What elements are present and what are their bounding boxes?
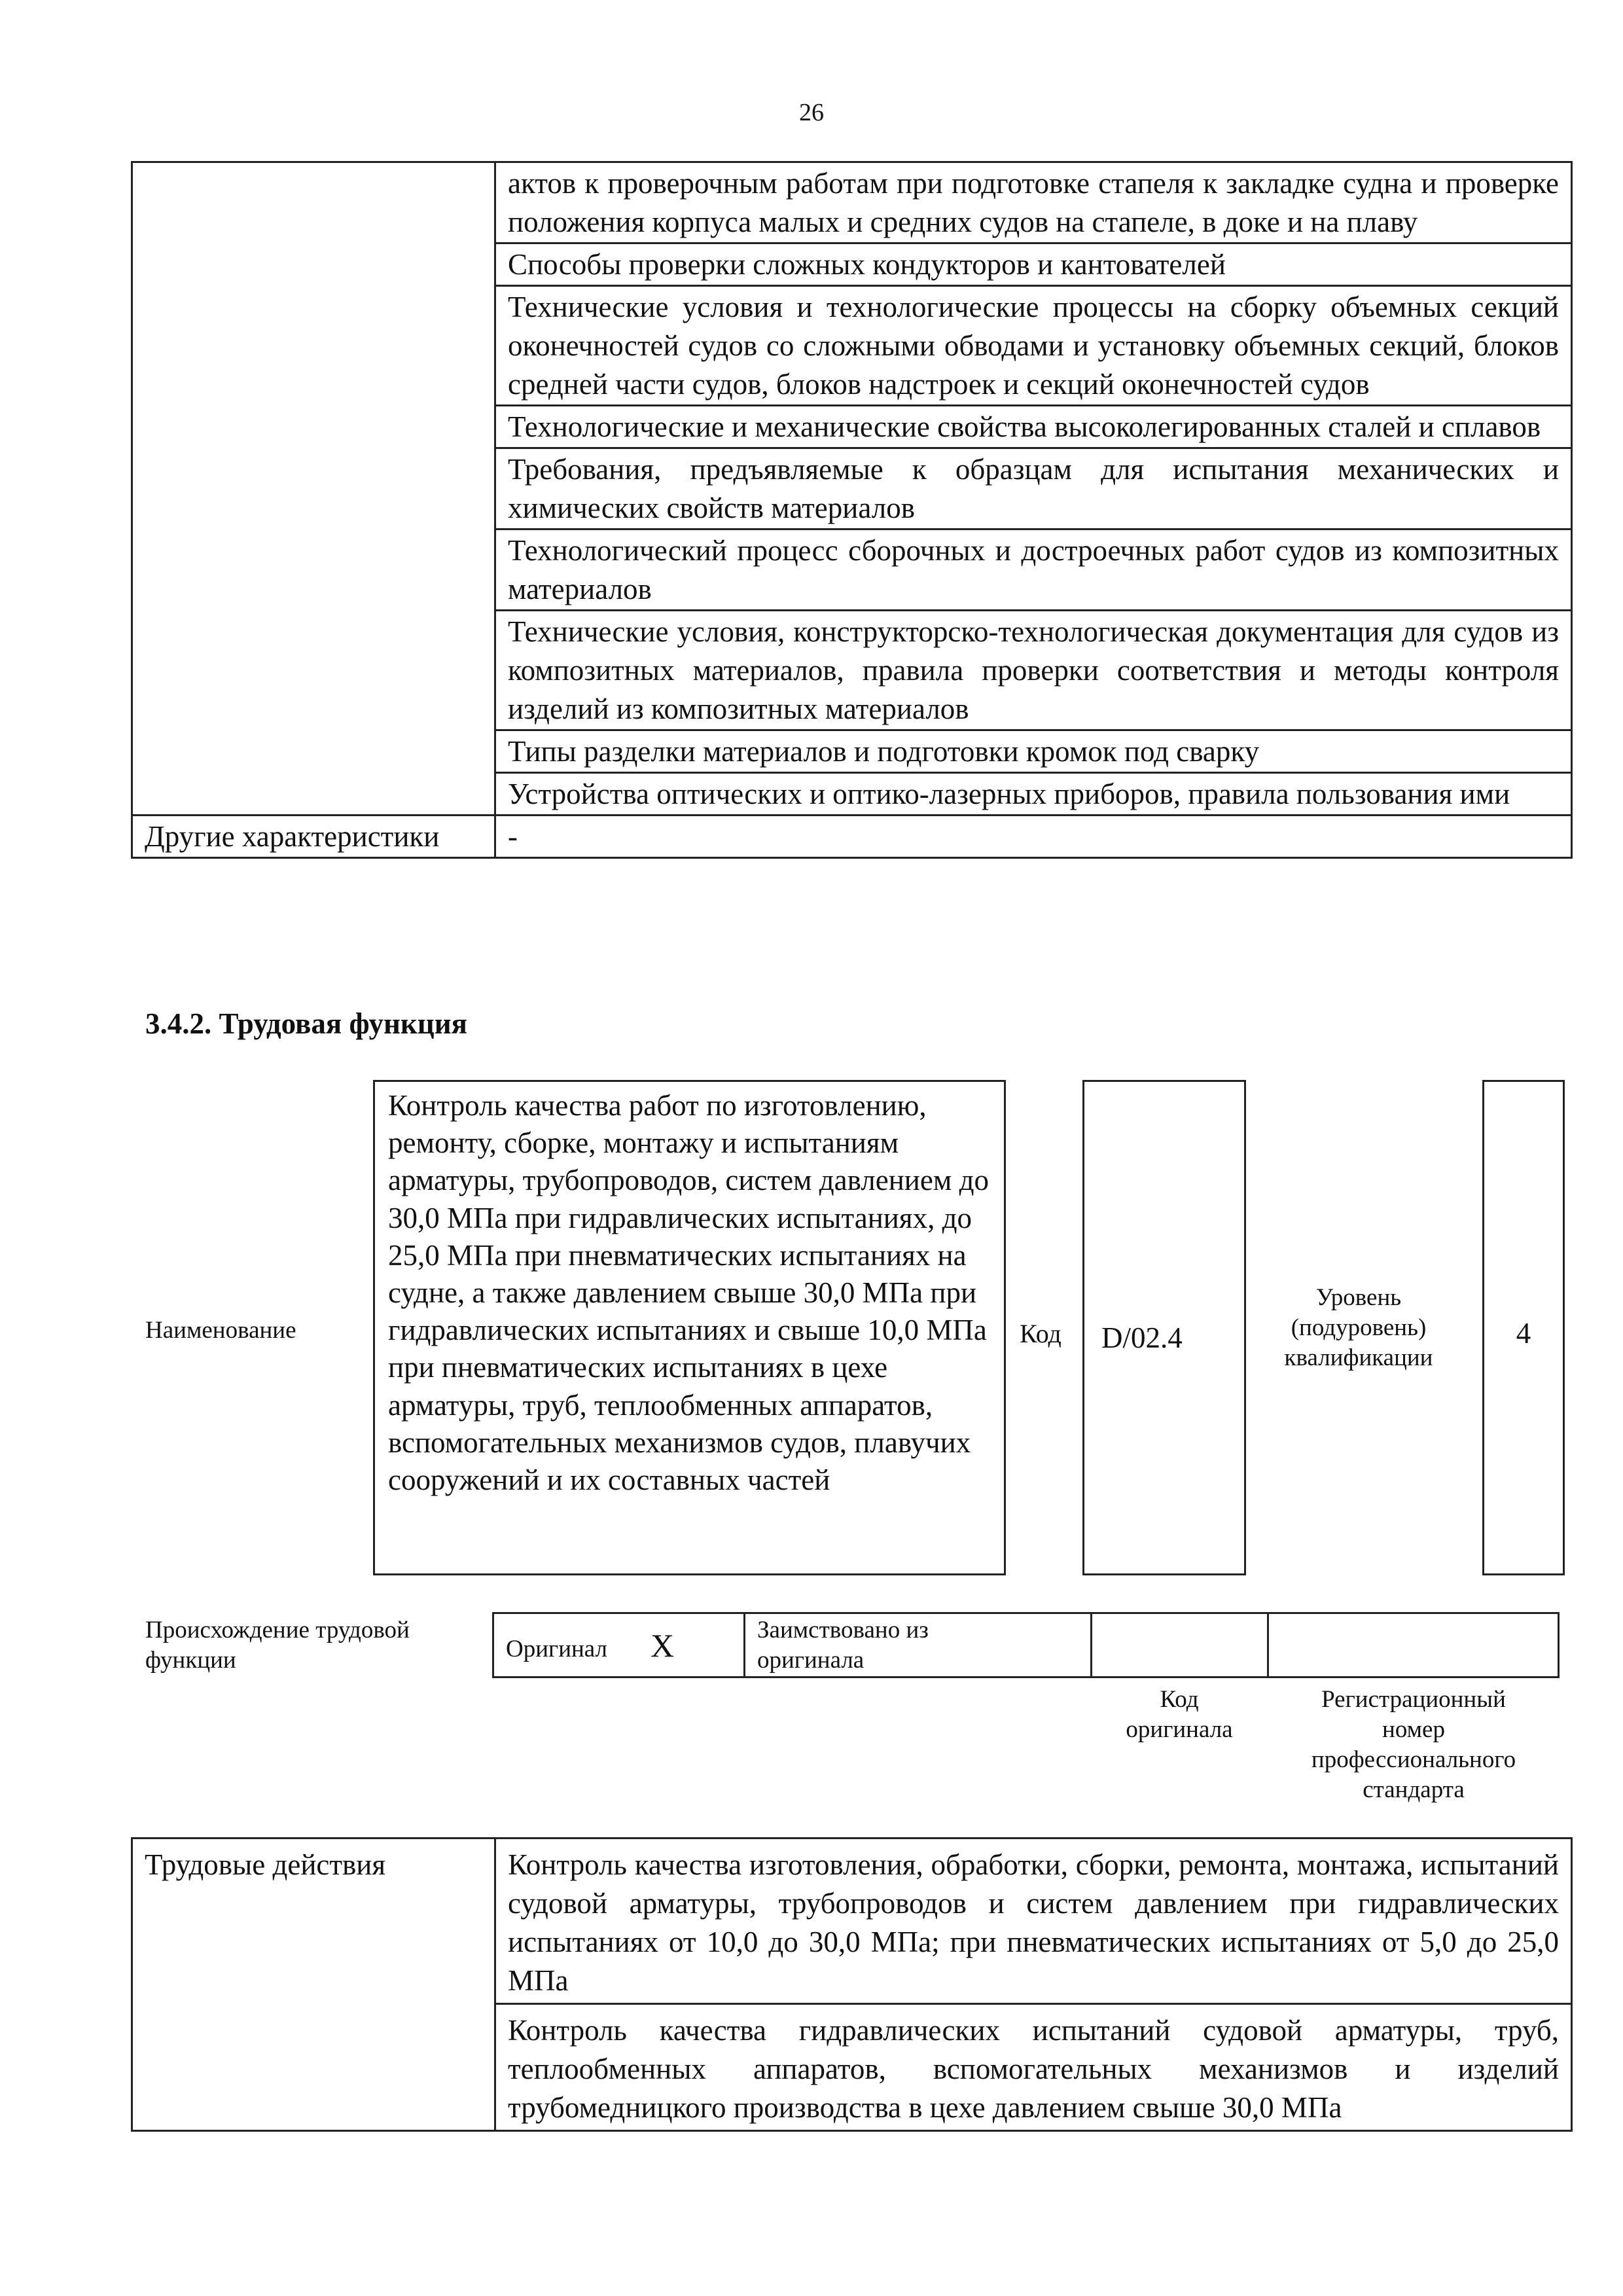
original-label: Оригинал [506, 1635, 608, 1662]
original-mark: X [651, 1626, 675, 1664]
level-label-line: квалификации [1284, 1344, 1433, 1371]
original-code-caption [1090, 1685, 1268, 1745]
labor-action-item: Контроль качества гидравлических испытаний судовой арматуры, труб, теплообменных аппаратов, вспомогательных механизмов и изделий трубомедницкого производства в цехе давлением свыше 30,0 МПа [495, 2004, 1572, 2131]
page-number: 26 [799, 99, 824, 126]
knowledge-item: Требования, предъявляемые к образцам для испытания механических и химических свойств материалов [495, 448, 1572, 529]
table-row [132, 1839, 1572, 2004]
qualification-level-box [1482, 1080, 1565, 1575]
borrowed-cell [745, 1613, 1092, 1677]
knowledge-table [131, 161, 1573, 859]
level-label-line: Уровень [1315, 1284, 1402, 1311]
borrowed-label-line: Заимствовано из [757, 1616, 929, 1643]
name-label: Наименование [145, 1317, 296, 1344]
code-value: D/02.4 [1101, 1321, 1183, 1354]
level-label-line: (подуровень) [1291, 1314, 1427, 1341]
knowledge-item: Технические условия и технологические процессы на сборку объемных секций оконечностей судов со сложными обводами и установку объемных секций, блоков средней части судов, блоков надстроек и секций оконечностей судов [495, 286, 1572, 406]
qualification-level-value: 4 [1516, 1317, 1531, 1350]
caption-line: оригинала [1126, 1716, 1233, 1743]
code-box [1082, 1080, 1246, 1575]
knowledge-item: Технические условия, конструкторско-технологическая документация для судов из композитных материалов, правила проверки соответствия и методы контроля изделий из композитных материалов [495, 611, 1572, 730]
qualification-level-label [1247, 1283, 1470, 1373]
knowledge-item: Технологический процесс сборочных и достроечных работ судов из композитных материалов [495, 529, 1572, 611]
original-cell [493, 1613, 745, 1677]
caption-line: Регистрационный [1321, 1686, 1506, 1713]
original-code-cell [1092, 1613, 1268, 1677]
knowledge-label-cell [132, 162, 495, 816]
knowledge-item: Типы разделки материалов и подготовки кромок под сварку [495, 730, 1572, 773]
knowledge-item: Способы проверки сложных кондукторов и кантователей [495, 243, 1572, 286]
caption-line: номер [1382, 1716, 1445, 1743]
table-row [132, 816, 1572, 858]
borrowed-label-line: оригинала [757, 1646, 865, 1674]
other-characteristics-label: Другие характеристики [132, 816, 495, 858]
origin-table [492, 1612, 1560, 1678]
other-characteristics-value: - [495, 816, 1572, 858]
knowledge-item: актов к проверочным работам при подготовке стапеля к закладке судна и проверке положения корпуса малых и средних судов на стапеле, в доке и на плаву [495, 162, 1572, 243]
labor-actions-label: Трудовые действия [132, 1839, 495, 2131]
caption-line: Код [1160, 1686, 1199, 1713]
function-name-text: Контроль качества работ по изготовлению, ремонту, сборке, монтажу и испытаниям арматуры, трубопроводов, систем давлением до 30,0 МПа при гидравлических испытаниях, до 25,0 МПа при пневматических испытаниях на судне, а также давлением свыше 30,0 МПа при гидравлических испытаниях и свыше 10,0 МПа при пневматических испытаниях в цехе арматуры, труб, теплообменных аппаратов, вспомогательных механизмов судов, плавучих сооружений и их составных частей [388, 1089, 989, 1497]
registration-number-caption [1273, 1685, 1554, 1805]
table-row [132, 162, 1572, 243]
labor-action-item: Контроль качества изготовления, обработки, сборки, ремонта, монтажа, испытаний судовой арматуры, трубопроводов и систем давлением при гидравлических испытаниях от 10,0 до 30,0 МПа; при пневматических испытаниях от 5,0 до 25,0 МПа [495, 1839, 1572, 2004]
caption-line: профессионального [1311, 1746, 1516, 1773]
code-label: Код [1020, 1319, 1061, 1348]
knowledge-item: Технологические и механические свойства высоколегированных сталей и сплавов [495, 406, 1572, 448]
caption-line: стандарта [1363, 1776, 1465, 1803]
section-heading: 3.4.2. Трудовая функция [145, 1007, 468, 1040]
labor-actions-table [131, 1837, 1573, 2132]
registration-number-cell [1268, 1613, 1559, 1677]
origin-label-line: функции [145, 1647, 236, 1674]
origin-label [145, 1615, 410, 1676]
function-name-box [373, 1080, 1006, 1575]
knowledge-item: Устройства оптических и оптико-лазерных приборов, правила пользования ими [495, 773, 1572, 816]
origin-label-line: Происхождение трудовой [145, 1617, 410, 1643]
